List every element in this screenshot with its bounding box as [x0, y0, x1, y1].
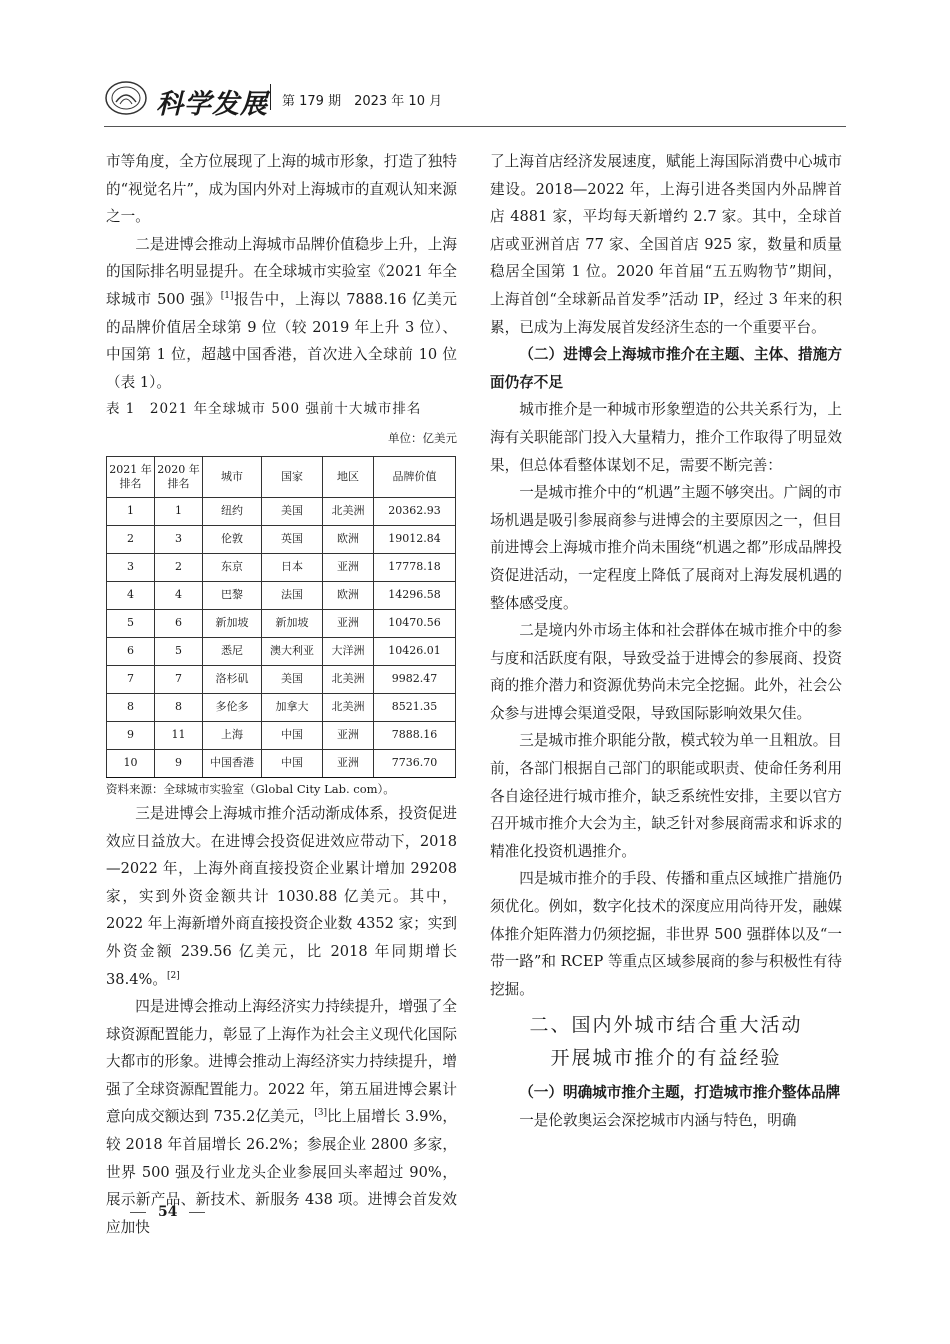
paragraph: 一是城市推介中的“机遇”主题不够突出。广阔的市场机遇是吸引参展商参与进博会的主要原因之一，但目前进博会上海城市推介尚未围绕“机遇之都”形成品牌投资促进活动，一定程度上降低了展商对上海发展机遇的整体感受度。 — [490, 484, 842, 612]
table-header: 国家 — [262, 456, 323, 497]
table-cell: 伦敦 — [203, 525, 262, 553]
table-cell: 8 — [155, 693, 203, 721]
table-row — [107, 553, 456, 581]
table-row — [107, 609, 456, 637]
table-cell: 10470.56 — [374, 609, 456, 637]
page-footer — [118, 1204, 217, 1220]
page-number: 54 — [158, 1204, 178, 1220]
table-row — [107, 665, 456, 693]
header-divider — [270, 84, 271, 110]
paragraph: 四是进博会推动上海经济实力持续提升，增强了全球资源配置能力，彰显了上海作为社会主义现代化国际大都市的形象。进博会推动上海经济实力持续提升，增强了全球资源配置能力。2022 年，第五届进博会累计意向成交额达到 735.2亿美元，[3]比上届增长 3.9%，较 2018 年首届增长 26.2%；参展企业 2800 多家，世界 500 强及行业龙头企业参展回头率超过 90%，展示新产品、新技术、新服务 438 项。进博会首发效应加快 — [106, 998, 457, 1236]
table-cell: 欧洲 — [323, 525, 374, 553]
issue-info: 第 179 期 2023 年 10 月 — [282, 94, 443, 109]
table-header: 城市 — [203, 456, 262, 497]
table-cell: 新加坡 — [262, 609, 323, 637]
table-header: 2020 年排名 — [155, 456, 203, 497]
table-cell: 7736.70 — [374, 749, 456, 777]
table-header: 地区 — [323, 456, 374, 497]
table-cell: 中国香港 — [203, 749, 262, 777]
table-cell: 美国 — [262, 497, 323, 525]
table-cell: 北美洲 — [323, 693, 374, 721]
table-cell: 6 — [155, 609, 203, 637]
table-cell: 法国 — [262, 581, 323, 609]
table-cell: 亚洲 — [323, 609, 374, 637]
table-cell: 多伦多 — [203, 693, 262, 721]
table-source: 资料来源：全球城市实验室（Global City Lab. com）。 — [106, 781, 395, 796]
table-cell: 4 — [107, 581, 155, 609]
table-cell: 欧洲 — [323, 581, 374, 609]
table-cell: 3 — [107, 553, 155, 581]
table-cell: 7 — [155, 665, 203, 693]
table-cell: 5 — [107, 609, 155, 637]
table-cell: 10426.01 — [374, 637, 456, 665]
paragraph: 三是城市推介职能分散，模式较为单一且粗放。目前，各部门根据自己部门的职能或职责、使命任务利用各自途径进行城市推介，缺乏系统性安排，主要以官方召开城市推介大会为主，缺乏针对参展商需求和诉求的精准化投资机遇推介。 — [490, 732, 842, 860]
table-cell: 7888.16 — [374, 721, 456, 749]
table-cell: 上海 — [203, 721, 262, 749]
table-row — [107, 693, 456, 721]
section-heading: 二、国内外城市结合重大活动 — [529, 1014, 803, 1037]
table-cell: 5 — [155, 637, 203, 665]
table-row — [107, 721, 456, 749]
subsection-heading: （二）进博会上海城市推介在主题、主体、措施方面仍存不足 — [490, 346, 842, 391]
paragraph: 一是伦敦奥运会深挖城市内涵与特色，明确 — [519, 1112, 797, 1129]
table-cell: 17778.18 — [374, 553, 456, 581]
table-cell: 8521.35 — [374, 693, 456, 721]
table-cell: 9 — [155, 749, 203, 777]
table-cell: 英国 — [262, 525, 323, 553]
footer-dash — [189, 1212, 205, 1213]
table-row — [107, 497, 456, 525]
table-cell: 新加坡 — [203, 609, 262, 637]
table-cell: 9 — [107, 721, 155, 749]
table-cell: 亚洲 — [323, 749, 374, 777]
table-cell: 澳大利亚 — [262, 637, 323, 665]
table-cell: 8 — [107, 693, 155, 721]
paragraph: 四是城市推介的手段、传播和重点区域推广措施仍须优化。例如，数字化技术的深度应用尚待开发，融媒体推介矩阵潜力仍须挖掘，非世界 500 强群体以及“一带一路”和 RCEP 等重点区域参展商的参与积极性有待挖掘。 — [490, 870, 842, 998]
journal-logo-icon — [104, 80, 148, 116]
table-cell: 大洋洲 — [323, 637, 374, 665]
table-header: 品牌价值 — [374, 456, 456, 497]
paragraph: 三是进博会上海城市推介活动渐成体系，投资促进效应日益放大。在进博会投资促进效应带动下，2018—2022 年，上海外商直接投资企业累计增加 29208 家，实到外资金额共计 1030.88 亿美元。其中，2022 年上海新增外商直接投资企业数 4352 家；实到外资金额 239.56 亿美元，比 2018 年同期增长 38.4%。[2] — [106, 804, 457, 988]
citation-ref: [2] — [166, 970, 180, 981]
table-cell: 19012.84 — [374, 525, 456, 553]
table-cell: 1 — [155, 497, 203, 525]
table-unit: 单位：亿美元 — [388, 430, 457, 445]
table-cell: 9982.47 — [374, 665, 456, 693]
table-caption: 表 1 2021 年全球城市 500 强前十大城市排名 — [106, 401, 422, 418]
table-cell: 北美洲 — [323, 497, 374, 525]
table-cell: 10 — [107, 749, 155, 777]
paragraph: 二是境内外市场主体和社会群体在城市推介中的参与度和活跃度有限，导致受益于进博会的参展商、投资商的推介潜力和资源优势尚未完全挖掘。此外，社会公众参与进博会渠道受限，导致国际影响效果欠佳。 — [490, 622, 842, 722]
table-cell: 洛杉矶 — [203, 665, 262, 693]
table-cell: 东京 — [203, 553, 262, 581]
table-cell: 1 — [107, 497, 155, 525]
table-cell: 巴黎 — [203, 581, 262, 609]
table-cell: 悉尼 — [203, 637, 262, 665]
left-column — [106, 148, 457, 1241]
footer-dash — [130, 1212, 146, 1213]
paragraph: 了上海首店经济发展速度，赋能上海国际消费中心城市建设。2018—2022 年，上海引进各类国内外品牌首店 4881 家，平均每天新增约 2.7 家。其中，全球首店或亚洲首店 77 家、全国首店 925 家，数量和质量稳居全国第 1 位。2020 年首届“五五购物节”期间，上海首创“全球新品首发季”活动 IP，经过 3 年来的积累，已成为上海发展首发经济生态的一个重要平台。 — [490, 153, 842, 336]
table-cell: 北美洲 — [323, 665, 374, 693]
table-cell: 中国 — [262, 749, 323, 777]
paragraph: 市等角度，全方位展现了上海的城市形象，打造了独特的“视觉名片”，成为国内外对上海城市的直观认知来源之一。 — [106, 153, 457, 226]
table-cell: 2 — [155, 553, 203, 581]
table-cell: 美国 — [262, 665, 323, 693]
city-ranking-table — [106, 456, 456, 778]
table-cell: 20362.93 — [374, 497, 456, 525]
table-row — [107, 525, 456, 553]
citation-ref: [1] — [220, 291, 234, 302]
journal-title: 科学发展 — [156, 89, 268, 120]
page-header — [104, 76, 844, 120]
table-cell: 中国 — [262, 721, 323, 749]
citation-ref: [3] — [314, 1108, 327, 1119]
table-cell: 亚洲 — [323, 553, 374, 581]
table-cell: 6 — [107, 637, 155, 665]
header-rule — [104, 126, 846, 127]
table-cell: 11 — [155, 721, 203, 749]
table-row — [107, 749, 456, 777]
table-header-row — [107, 456, 456, 497]
table-cell: 14296.58 — [374, 581, 456, 609]
table-cell: 亚洲 — [323, 721, 374, 749]
table-row — [107, 637, 456, 665]
table-row — [107, 581, 456, 609]
table-cell: 4 — [155, 581, 203, 609]
right-column — [490, 148, 842, 1135]
paragraph: 二是进博会推动上海城市品牌价值稳步上升，上海的国际排名明显提升。在全球城市实验室《2021 年全球城市 500 强》[1]报告中，上海以 7888.16 亿美元的品牌价值居全球第 9 位（较 2019 年上升 3 位）、中国第 1 位，超越中国香港，首次进入全球前 10 位（表 1）。 — [106, 235, 457, 391]
table-cell: 3 — [155, 525, 203, 553]
paragraph: 城市推介是一种城市形象塑造的公共关系行为，上海有关职能部门投入大量精力，推介工作取得了明显效果，但总体看整体谋划不足，需要不断完善： — [490, 401, 842, 474]
table-cell: 日本 — [262, 553, 323, 581]
table-cell: 加拿大 — [262, 693, 323, 721]
table-cell: 2 — [107, 525, 155, 553]
table-cell: 纽约 — [203, 497, 262, 525]
subsection-heading: （一）明确城市推介主题，打造城市推介整体品牌 — [519, 1084, 841, 1102]
table-cell: 7 — [107, 665, 155, 693]
table-header: 2021 年排名 — [107, 456, 155, 497]
section-heading: 开展城市推介的有益经验 — [550, 1047, 782, 1070]
